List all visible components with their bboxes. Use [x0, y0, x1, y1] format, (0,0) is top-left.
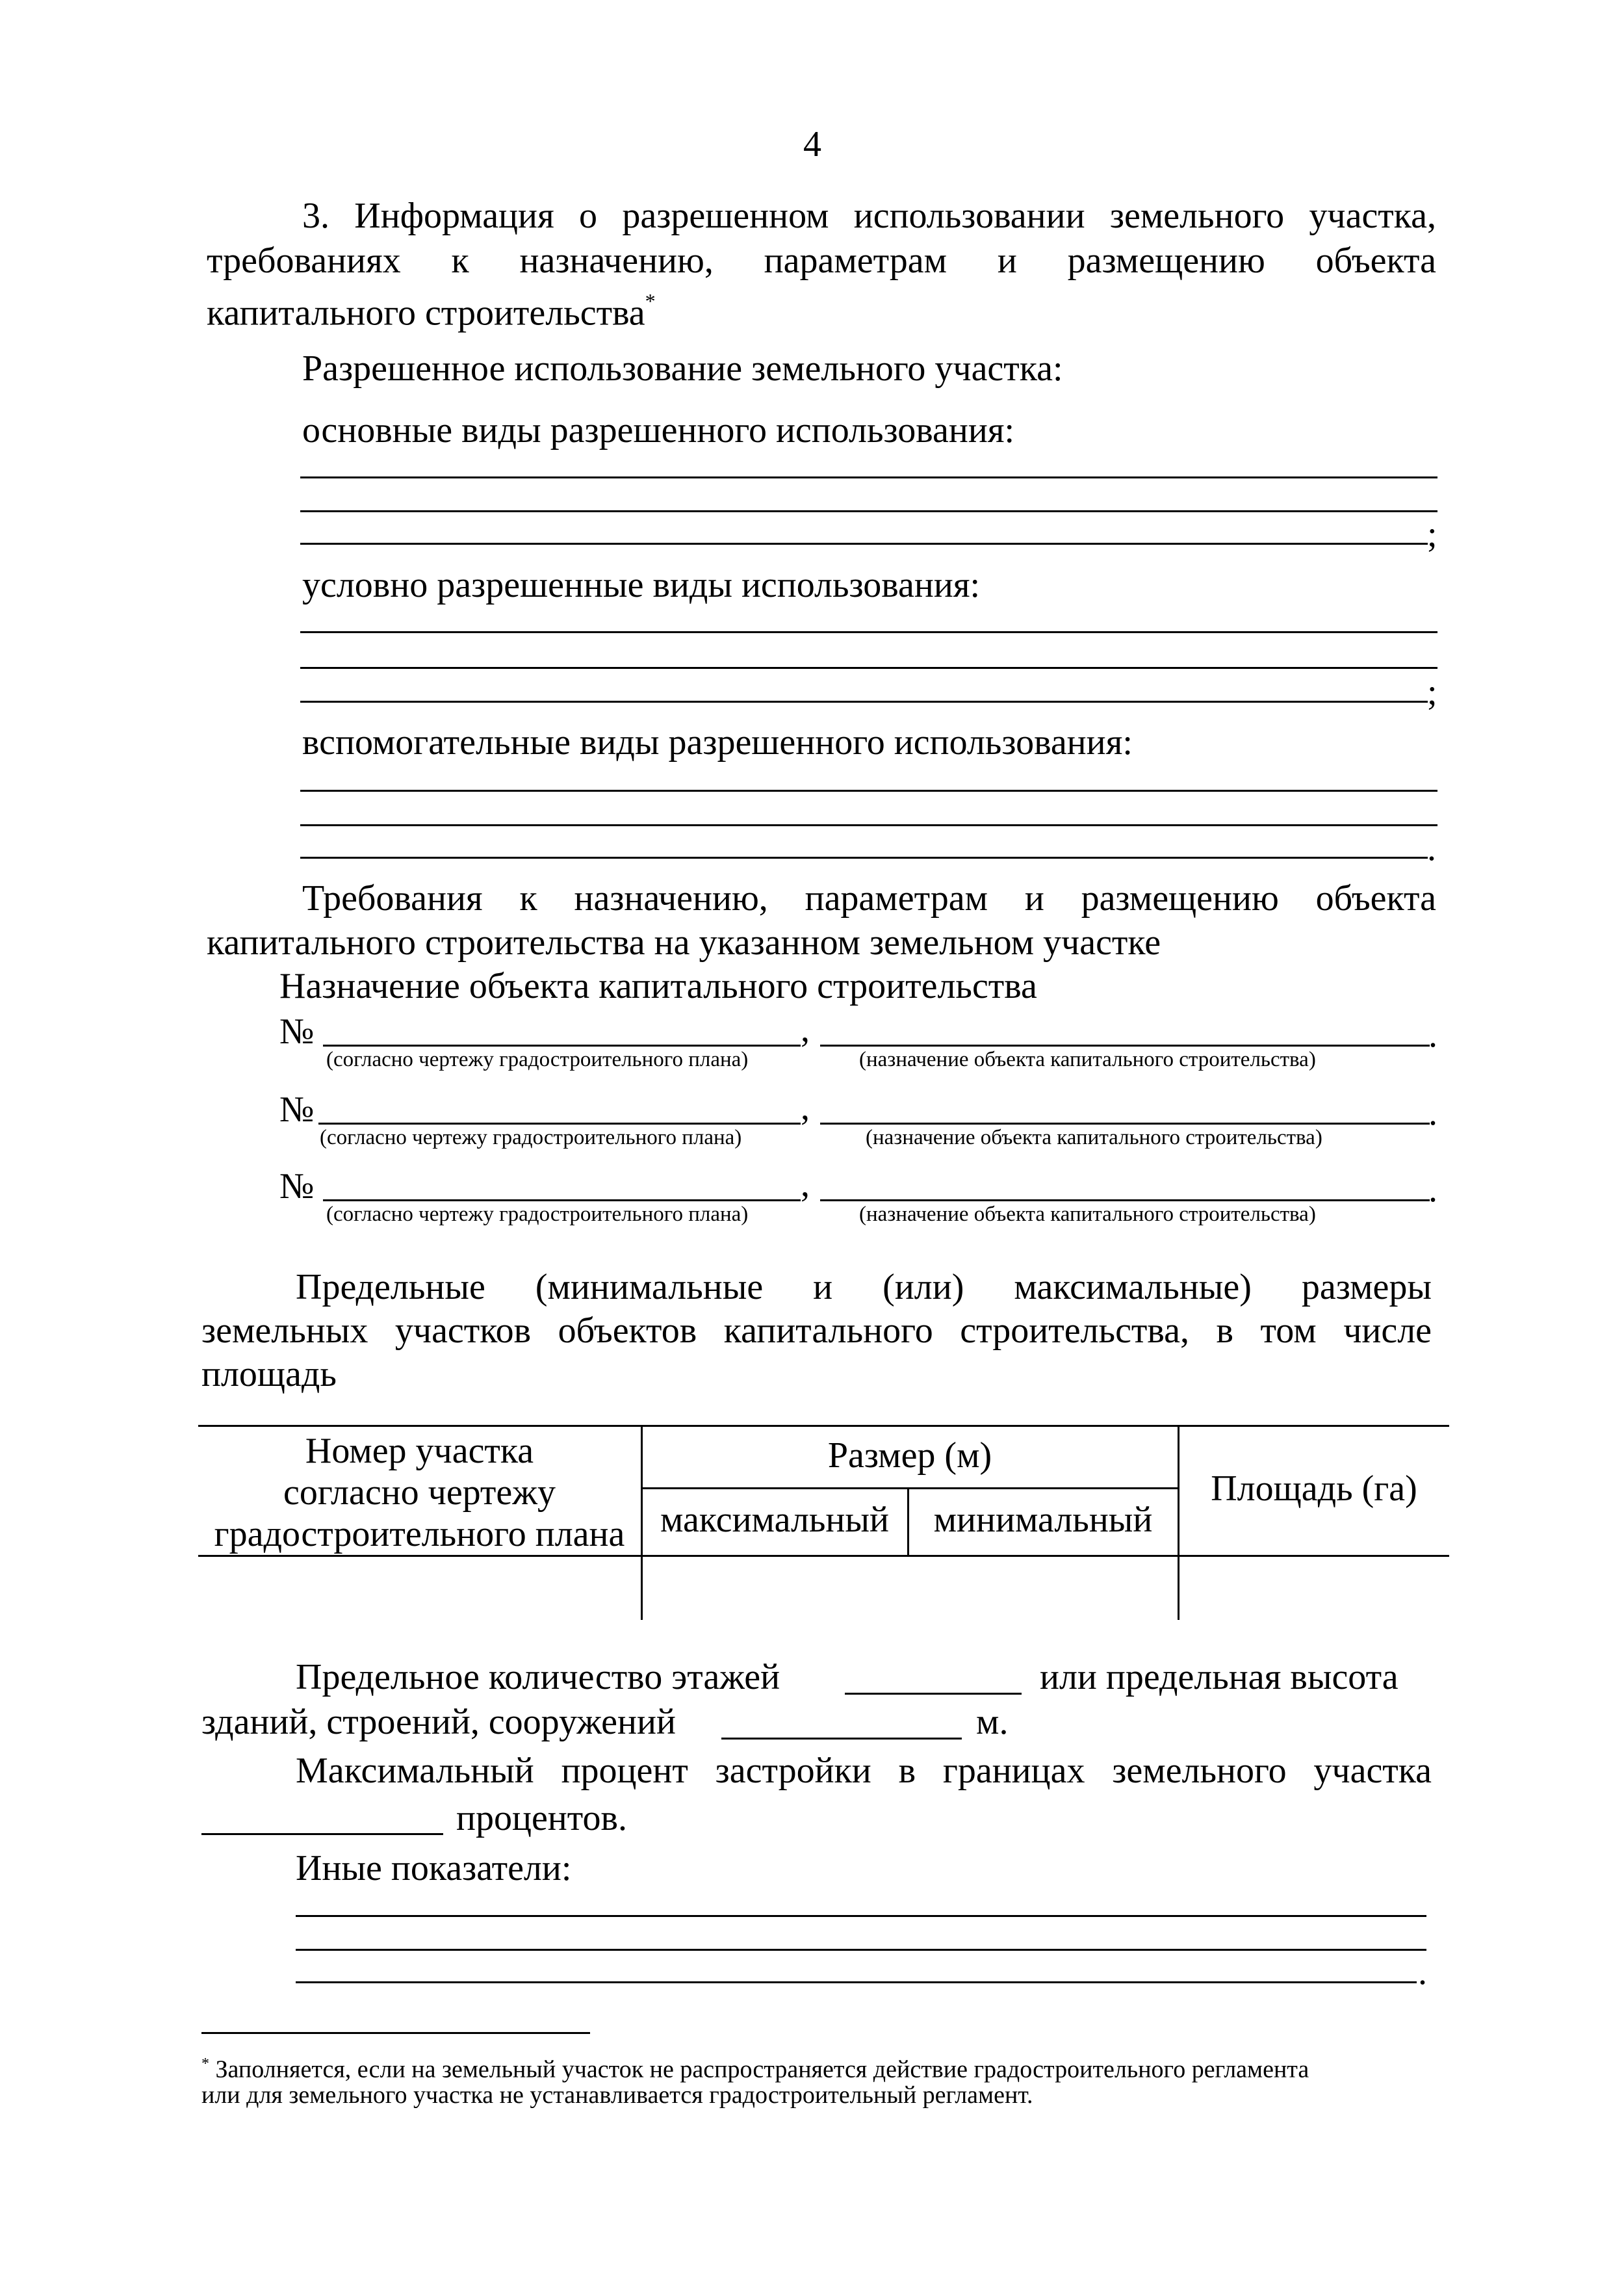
other-indicators-label: Иные показатели: [296, 1848, 572, 1888]
entry-period: . [1428, 1169, 1437, 1210]
section-heading-line1 [302, 195, 1436, 237]
entry-comma: , [801, 1164, 810, 1205]
entry-comma: , [801, 1010, 810, 1050]
height-input-line [721, 1738, 962, 1740]
entry-caption-right: (назначение объекта капитального строительства) [859, 1203, 1316, 1226]
coverage-label: Максимальный процент застройки в границах земельного участка [296, 1751, 1432, 1791]
other-indicators-line-1 [296, 1915, 1426, 1917]
entry-caption-left: (согласно чертежу градостроительного плана) [326, 1203, 749, 1226]
limits-line1: Предельные (минимальные и (или) максимальные) размеры [296, 1267, 1432, 1307]
floors-input-line [845, 1693, 1022, 1695]
limits-line2: земельных участков объектов капитального строительства, в том числе [201, 1310, 1432, 1351]
main-uses-label: основные виды разрешенного использования: [302, 410, 1015, 450]
entry-caption-right: (назначение объекта капитального строительства) [859, 1048, 1316, 1071]
page-number: 4 [803, 124, 821, 164]
other-indicators-period: . [1418, 1952, 1427, 1992]
requirements-line2: капитального строительства на указанном земельном участке [207, 922, 1161, 963]
floors-label: Предельное количество этажей [296, 1657, 780, 1697]
coverage-input-line [201, 1833, 443, 1835]
conditional-uses-semicolon: ; [1427, 672, 1437, 712]
purpose-heading: Назначение объекта капитального строительства [279, 966, 1037, 1006]
height-label: или предельная высота [1040, 1657, 1398, 1697]
table-subheader-border [642, 1487, 1178, 1489]
footnote-reference: * [645, 289, 656, 313]
main-uses-line-1 [300, 476, 1437, 478]
entry-comma: , [801, 1088, 810, 1128]
entry-caption-right: (назначение объекта капитального строительства) [866, 1126, 1322, 1149]
entry-caption-left: (согласно чертежу градостроительного плана) [320, 1126, 742, 1149]
entry-purpose-line [820, 1123, 1430, 1125]
entry-period: . [1428, 1015, 1437, 1055]
permitted-use-heading: Разрешенное использование земельного участка: [302, 348, 1063, 389]
entry-purpose-line [820, 1199, 1430, 1201]
table-header-max: максимальный [660, 1500, 889, 1540]
table-header-min: минимальный [933, 1500, 1153, 1540]
table-header-bottom-border [198, 1555, 1449, 1557]
main-uses-line-2 [300, 510, 1437, 512]
entry-purpose-line [820, 1045, 1430, 1047]
conditional-uses-line-2 [300, 667, 1437, 669]
entry-number-line [318, 1123, 801, 1125]
section-title-line3: капитального строительства* [207, 289, 656, 333]
auxiliary-uses-line-2 [300, 824, 1437, 826]
main-uses-line-3 [300, 543, 1428, 545]
height-unit: м. [976, 1702, 1009, 1742]
footnote-separator [201, 2032, 590, 2034]
table-header-plot-number: Номер участка согласно чертежу градостроительного плана [214, 1431, 625, 1554]
requirements-line1: Требования к назначению, параметрам и размещению объекта [302, 878, 1436, 919]
conditional-uses-line-1 [300, 631, 1437, 633]
table-top-border [198, 1425, 1449, 1427]
section-title-line1: Информация о разрешенном использовании земельного участка, [354, 196, 1436, 236]
table-header-size: Размер (м) [827, 1435, 992, 1476]
limits-line3: площадь [201, 1354, 337, 1394]
other-indicators-line-2 [296, 1949, 1426, 1951]
footnote-text-line1: * Заполняется, если на земельный участок не распространяется действие градостроительного регламента [201, 2055, 1309, 2083]
conditional-uses-line-3 [300, 701, 1428, 703]
section-number: 3. [302, 196, 329, 236]
entry-number-sign: № [279, 1011, 315, 1052]
entry-number-sign: № [279, 1166, 315, 1206]
structures-label: зданий, строений, сооружений [201, 1702, 676, 1742]
table-header-area: Площадь (га) [1211, 1468, 1417, 1509]
section-title-line2: требованиях к назначению, параметрам и размещению объекта [207, 241, 1436, 281]
entry-number-sign: № [279, 1089, 315, 1130]
entry-period: . [1428, 1093, 1437, 1133]
entry-caption-left: (согласно чертежу градостроительного плана) [326, 1048, 749, 1071]
auxiliary-uses-label: вспомогательные виды разрешенного использования: [302, 722, 1133, 763]
table-col-divider-3 [1178, 1425, 1179, 1620]
entry-number-line [323, 1045, 801, 1047]
coverage-unit: процентов. [456, 1798, 627, 1838]
auxiliary-uses-period: . [1427, 828, 1436, 868]
auxiliary-uses-line-3 [300, 857, 1428, 859]
conditional-uses-label: условно разрешенные виды использования: [302, 565, 981, 605]
footnote-text-line2: или для земельного участка не устанавливается градостроительный регламент. [201, 2081, 1033, 2109]
other-indicators-line-3 [296, 1981, 1417, 1983]
main-uses-semicolon: ; [1427, 514, 1437, 554]
auxiliary-uses-line-1 [300, 790, 1437, 792]
entry-number-line [323, 1199, 801, 1201]
